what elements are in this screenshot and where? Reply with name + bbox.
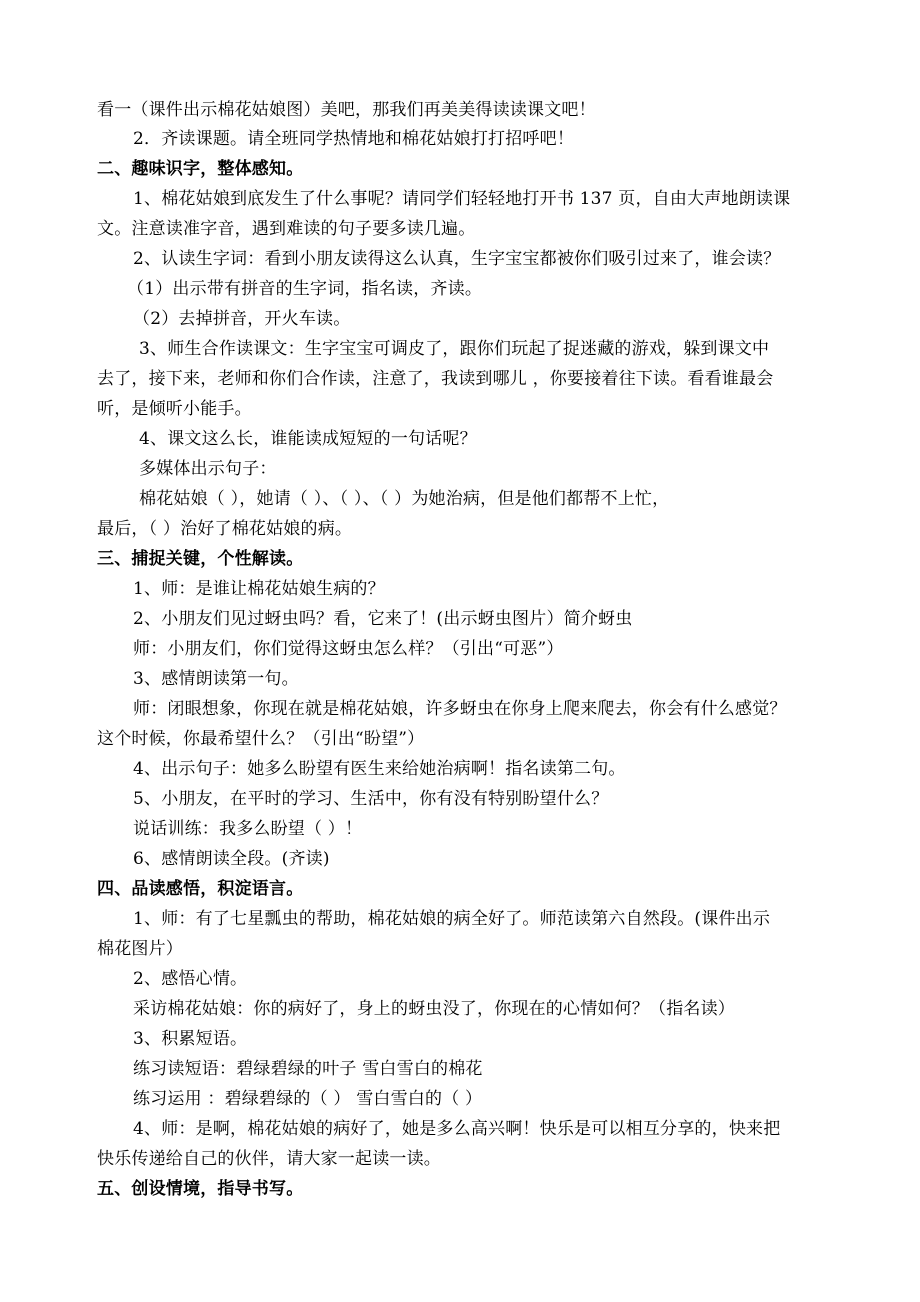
text-line: 2、认读生字词：看到小朋友读得这么认真，生字宝宝都被你们吸引过来了，谁会读？ [133, 249, 781, 269]
text-line: 棉花图片） [97, 939, 183, 959]
text-line: 5、小朋友，在平时的学习、生活中，你有没有特别盼望什么？ [133, 789, 609, 809]
text-line: 2、感悟心情。 [133, 969, 248, 989]
section-heading: 二、趣味识字，整体感知。 [97, 159, 304, 179]
text-line: 快乐传递给自己的伙伴，请大家一起读一读。 [97, 1149, 441, 1169]
text-line: 6、感情朗读全段。(齐读) [133, 849, 330, 869]
text-line: 这个时候，你最希望什么？（引出“盼望”） [97, 729, 425, 749]
text-line: 采访棉花姑娘：你的病好了，身上的蚜虫没了，你现在的心情如何？（指名读） [133, 999, 735, 1019]
text-line: （2）去掉拼音，开火车读。 [133, 309, 351, 329]
text-line: 练习运用 ：碧绿碧绿的（ ） 雪白雪白的（ ） [133, 1089, 483, 1109]
text-line: 3、积累短语。 [133, 1029, 248, 1049]
text-line: 2、小朋友们见过蚜虫吗？看，它来了！(出示蚜虫图片）简介蚜虫 [133, 609, 633, 629]
section-heading: 四、品读感悟，积淀语言。 [97, 879, 304, 899]
text-line: 1、师：是谁让棉花姑娘生病的？ [133, 579, 385, 599]
text-line: 师：闭眼想象，你现在就是棉花姑娘，许多蚜虫在你身上爬来爬去，你会有什么感觉？ [133, 699, 787, 719]
text-line: 听，是倾听小能手。 [97, 399, 252, 419]
text-line: 最后，（ ）治好了棉花姑娘的病。 [97, 519, 353, 539]
text-line: （1）出示带有拼音的生字词，指名读，齐读。 [127, 279, 483, 299]
text-line: 2．齐读课题。请全班同学热情地和棉花姑娘打打招呼吧！ [133, 129, 575, 149]
text-line: 3、师生合作读课文：生字宝宝可调皮了，跟你们玩起了捉迷藏的游戏，躲到课文中 [139, 339, 770, 359]
text-line: 文。注意读准字音，遇到难读的句子要多读几遍。 [97, 219, 476, 239]
text-line: 去了，接下来，老师和你们合作读，注意了，我读到哪儿 ，你要接着往下读。看看谁最会 [97, 369, 774, 389]
text-line: 练习读短语：碧绿碧绿的叶子 雪白雪白的棉花 [133, 1059, 483, 1079]
text-line: 看一（课件出示棉花姑娘图）美吧，那我们再美美得读读课文吧！ [97, 100, 596, 120]
text-line: 1、棉花姑娘到底发生了什么事呢？请同学们轻轻地打开书 137 页，自由大声地朗读课 [133, 189, 791, 209]
text-line: 1、师：有了七星瓢虫的帮助，棉花姑娘的病全好了。师范读第六自然段。(课件出示 [133, 909, 771, 929]
text-line: 4、课文这么长，谁能读成短短的一句话呢？ [139, 429, 477, 449]
section-heading: 五、创设情境，指导书写。 [97, 1179, 304, 1199]
text-line: 说话训练：我多么盼望（ ）！ [133, 819, 363, 839]
text-line: 师：小朋友们，你们觉得这蚜虫怎么样？（引出“可恶”） [133, 639, 564, 659]
text-line: 4、出示句子：她多么盼望有医生来给她治病啊！指名读第二句。 [133, 759, 626, 779]
text-line: 棉花姑娘（ ），她请（ ）、（ ）、（ ）为她治病，但是他们都帮不上忙， [139, 489, 670, 509]
text-line: 3、感情朗读第一句。 [133, 669, 299, 689]
text-line: 多媒体出示句子： [139, 459, 277, 479]
section-heading: 三、捕捉关键，个性解读。 [97, 549, 304, 569]
text-line: 4、师：是啊，棉花姑娘的病好了，她是多么高兴啊！快乐是可以相互分享的，快来把 [133, 1119, 781, 1139]
